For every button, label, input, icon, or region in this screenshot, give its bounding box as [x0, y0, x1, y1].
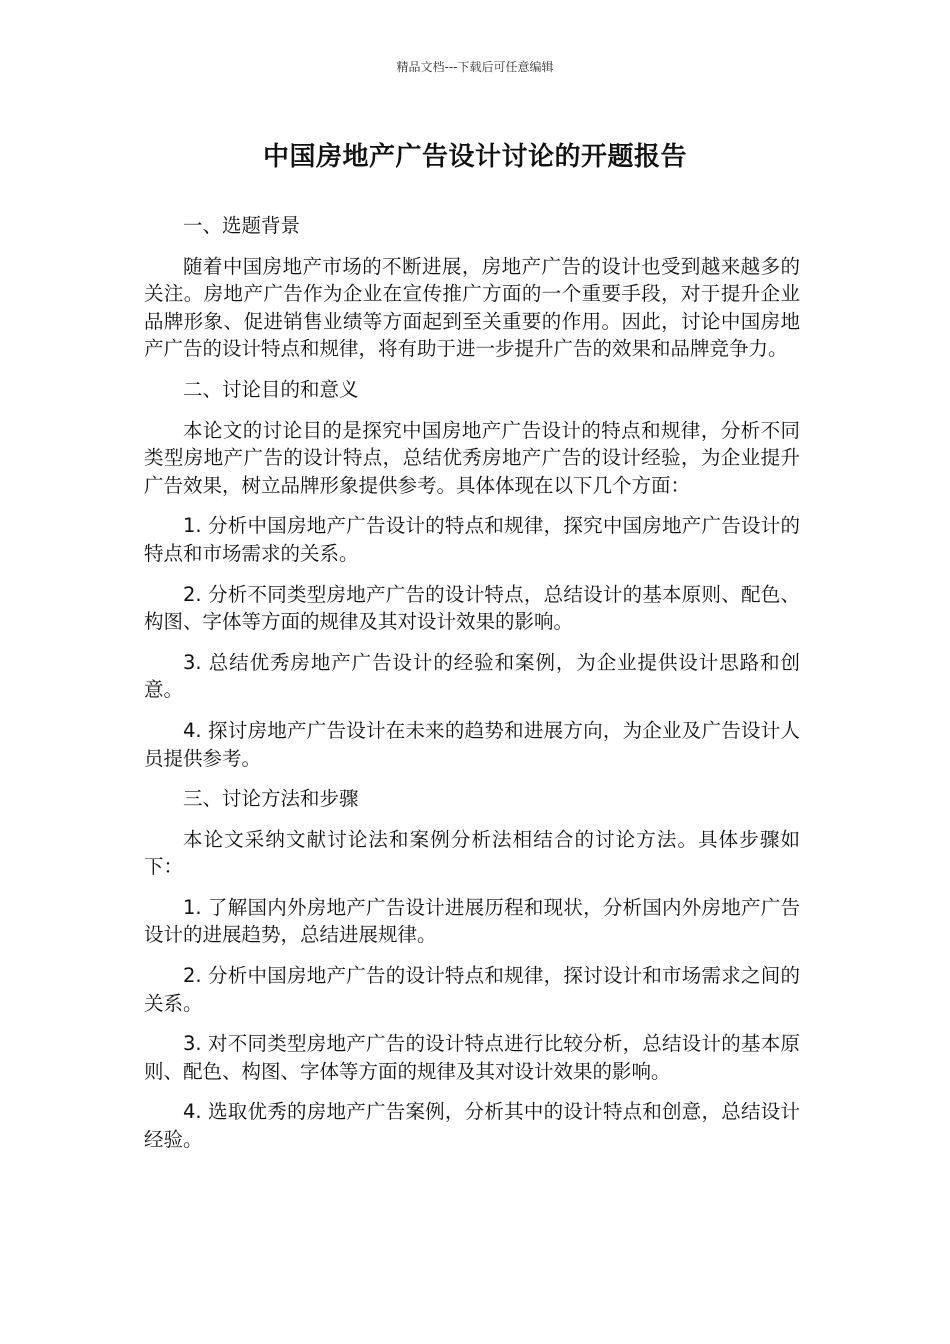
document-title: 中国房地产广告设计讨论的开题报告 [262, 142, 687, 172]
section-heading-background: 一、选题背景 [183, 214, 301, 237]
page-header: 精品文档---下载后可任意编辑 [396, 60, 554, 74]
list-item: 3. 总结优秀房地产广告设计的经验和案例，为企业提供设计思路和创意。 [144, 650, 800, 702]
paragraph-purpose: 本论文的讨论目的是探究中国房地产广告设计的特点和规律，分析不同类型房地产广告的设计特点，总结优秀房地产广告的设计经验，为企业提升广告效果，树立品牌形象提供参考。具体体现在以下几个方面： [144, 418, 800, 497]
list-item: 3. 对不同类型房地产广告的设计特点进行比较分析，总结设计的基本原则、配色、构图、字体等方面的规律及其对设计效果的影响。 [144, 1032, 800, 1083]
paragraph-background: 随着中国房地产市场的不断进展，房地产广告的设计也受到越来越多的关注。房地产广告作为企业在宣传推广方面的一个重要手段，对于提升企业品牌形象、促进销售业绩等方面起到至关重要的作用。因此，讨论中国房地产广告的设计特点和规律，将有助于进一步提升广告的效果和品牌竞争力。 [144, 254, 800, 361]
list-item: 1. 了解国内外房地产广告设计进展历程和现状，分析国内外房地产广告设计的进展趋势，总结进展规律。 [144, 895, 800, 947]
list-item: 4. 探讨房地产广告设计在未来的趋势和进展方向，为企业及广告设计人员提供参考。 [144, 718, 800, 770]
document-body [144, 212, 800, 1167]
section-heading-purpose: 二、讨论目的和意义 [183, 377, 359, 401]
list-item: 4. 选取优秀的房地产广告案例，分析其中的设计特点和创意，总结设计经验。 [144, 1100, 800, 1152]
list-item: 2. 分析不同类型房地产广告的设计特点，总结设计的基本原则、配色、构图、字体等方面的规律及其对设计效果的影响。 [144, 582, 800, 634]
section-heading-method: 三、讨论方法和步骤 [183, 787, 359, 811]
paragraph-method: 本论文采纳文献讨论法和案例分析法相结合的讨论方法。具体步骤如下： [144, 827, 800, 879]
list-item: 2. 分析中国房地产广告的设计特点和规律，探讨设计和市场需求之间的关系。 [144, 964, 800, 1015]
list-item: 1. 分析中国房地产广告设计的特点和规律，探究中国房地产广告设计的特点和市场需求的关系。 [144, 514, 800, 565]
